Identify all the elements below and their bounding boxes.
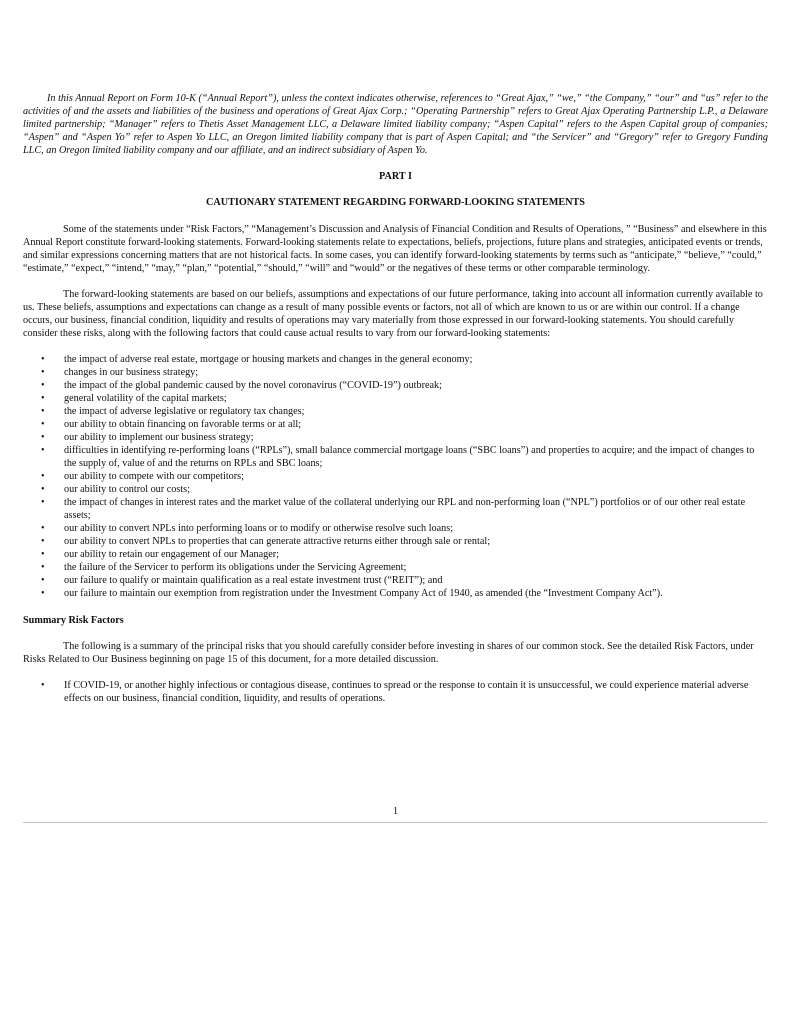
bullet-icon: • <box>41 432 45 443</box>
list-item-text: the failure of the Servicer to perform its obligations under the Servicing Agreement; <box>64 562 407 573</box>
list-item-text: the impact of adverse real estate, mortgage or housing markets and changes in the general economy; <box>64 354 473 365</box>
bullet-icon: • <box>41 419 45 430</box>
bullet-icon: • <box>41 380 45 391</box>
bullet-icon: • <box>41 588 45 599</box>
list-item <box>23 587 768 600</box>
risk-factor-list <box>23 353 768 600</box>
list-item <box>23 405 768 418</box>
list-item <box>23 366 768 379</box>
list-item <box>23 679 768 705</box>
bullet-icon: • <box>41 406 45 417</box>
list-item <box>23 522 768 535</box>
bullet-icon: • <box>41 497 45 508</box>
list-item-text: If COVID-19, or another highly infectious or contagious disease, continues to spread or the response to contain it is unsuccessful, we could experience material adverse effects on our business, financial condition, liquidity, and results of operations. <box>64 680 749 704</box>
list-item <box>23 470 768 483</box>
list-item-text: our ability to retain our engagement of our Manager; <box>64 549 279 560</box>
bullet-icon: • <box>41 484 45 495</box>
list-item-text: general volatility of the capital markets; <box>64 393 227 404</box>
list-item <box>23 353 768 366</box>
bullet-icon: • <box>41 393 45 404</box>
list-item-text: the impact of changes in interest rates and the market value of the collateral underlying our RPL and non-performing loan (“NPL”) portfolios or of our other real estate assets; <box>64 497 746 521</box>
bullet-icon: • <box>41 575 45 586</box>
list-item-text: the impact of the global pandemic caused by the novel coronavirus (“COVID-19”) outbreak; <box>64 380 442 391</box>
list-item-text: our ability to implement our business strategy; <box>64 432 254 443</box>
bullet-icon: • <box>41 680 45 691</box>
list-item <box>23 548 768 561</box>
bullet-icon: • <box>41 445 45 456</box>
summary-paragraph: The following is a summary of the principal risks that you should carefully consider before investing in shares of our common stock. See the detailed Risk Factors, under Risks Related to Our Business beginning on page 15 of this document, for a more detailed discussion. <box>23 641 754 665</box>
part-heading: PART I <box>379 171 412 182</box>
list-item <box>23 496 768 522</box>
page-number: 1 <box>392 806 399 817</box>
list-item <box>23 392 768 405</box>
forward-looking-paragraph-1: Some of the statements under “Risk Factors,” “Management’s Discussion and Analysis of Financial Condition and Results of Operations, ” “Business” and elsewhere in this Annual Report constitute forward-looking statements. Forward-looking statements relate to expectations, beliefs, projections, future plans and strategies, anticipated events or trends, and similar expressions concerning matters that are not historical facts. In some cases, you can identify forward-looking statements by terms such as “anticipate,” “believe,” “could,” “estimate,” “expect,” “intend,” “may,” “plan,” “potential,” “should,” “will” and “would” or the negatives of these terms or other comparable terminology. <box>23 224 767 274</box>
bullet-icon: • <box>41 471 45 482</box>
cautionary-heading: CAUTIONARY STATEMENT REGARDING FORWARD-LOOKING STATEMENTS <box>206 197 585 208</box>
list-item-text: our ability to convert NPLs into performing loans or to modify or otherwise resolve such loans; <box>64 523 454 534</box>
list-item-text: our ability to obtain financing on favorable terms or at all; <box>64 419 302 430</box>
forward-looking-paragraph-2: The forward-looking statements are based on our beliefs, assumptions and expectations of our future performance, taking into account all information currently available to us. These beliefs, assumptions and expectations can change as a result of many possible events or factors, not all of which are known to us or are within our control. If a change occurs, our business, financial condition, liquidity and results of operations may vary materially from those expressed in our forward-looking statements. You should carefully consider these risks, along with the following factors that could cause actual results to vary from our forward-looking statements: <box>23 289 763 339</box>
bullet-icon: • <box>41 549 45 560</box>
bullet-icon: • <box>41 562 45 573</box>
page-divider <box>23 822 767 823</box>
list-item <box>23 561 768 574</box>
list-item <box>23 574 768 587</box>
list-item-text: changes in our business strategy; <box>64 367 199 378</box>
list-item-text: difficulties in identifying re-performing loans (“RPLs”), small balance commercial mortgage loans (“SBC loans”) and properties to acquire; and the impact of changes to the supply of, value of and the returns on RPLs and SBC loans; <box>64 445 755 469</box>
summary-bullet-list <box>23 679 768 705</box>
list-item-text: the impact of adverse legislative or regulatory tax changes; <box>64 406 305 417</box>
list-item-text: our failure to maintain our exemption from registration under the Investment Company Act of 1940, as amended (the “Investment Company Act”). <box>64 588 663 599</box>
list-item <box>23 431 768 444</box>
document-page <box>23 92 768 705</box>
bullet-icon: • <box>41 523 45 534</box>
list-item <box>23 535 768 548</box>
summary-risk-factors-heading: Summary Risk Factors <box>23 615 124 626</box>
list-item-text: our failure to qualify or maintain qualification as a real estate investment trust (“REIT”); and <box>64 575 443 586</box>
list-item-text: our ability to compete with our competitors; <box>64 471 244 482</box>
list-item-text: our ability to control our costs; <box>64 484 190 495</box>
bullet-icon: • <box>41 354 45 365</box>
list-item-text: our ability to convert NPLs to properties that can generate attractive returns either through sale or rental; <box>64 536 491 547</box>
list-item <box>23 379 768 392</box>
bullet-icon: • <box>41 367 45 378</box>
list-item <box>23 418 768 431</box>
list-item <box>23 444 768 470</box>
list-item <box>23 483 768 496</box>
intro-paragraph: In this Annual Report on Form 10-K (“Annual Report”), unless the context indicates otherwise, references to “Great Ajax,” “we,” “the Company,” “our” and “us” refer to the activities of and the assets and liabilities of the business and operations of Great Ajax Corp.; “Operating Partnership” refers to Great Ajax Operating Partnership L.P., a Delaware limited partnership; “Manager” refers to Thetis Asset Management LLC, a Delaware limited liability company; “Aspen Capital” refers to the Aspen Capital group of companies; “Aspen” and “Aspen Yo” refer to Aspen Yo LLC, an Oregon limited liability company that is part of Aspen Capital; and “the Servicer” and “Gregory” refer to Gregory Funding LLC, an Oregon limited liability company and our affiliate, and an indirect subsidiary of Aspen Yo. <box>23 93 768 156</box>
bullet-icon: • <box>41 536 45 547</box>
